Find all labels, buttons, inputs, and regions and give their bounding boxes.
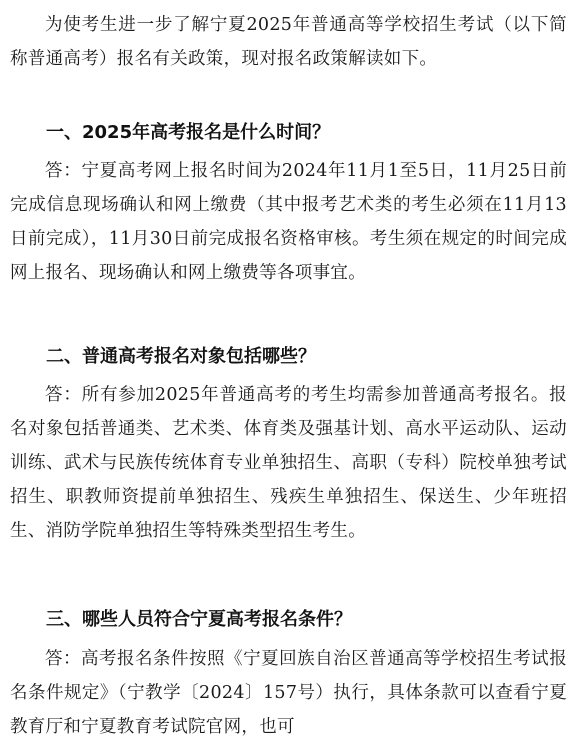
section-1-answer: 答：宁夏高考网上报名时间为2024年11月1至5日，11月25日前完成信息现场确认和网上缴费（其中报考艺术类的考生必须在11月13日前完成），11月30日前完成报名资格审核。考生须在规定的时间完成网上报名、现场确认和网上缴费等各项事宜。 xyxy=(10,161,567,283)
intro-paragraph: 为使考生进一步了解宁夏2025年普通高等学校招生考试（以下简称普通高考）报名有关政策，现对报名政策解读如下。 xyxy=(10,15,567,69)
section-1-heading: 一、2025年高考报名是什么时间？ xyxy=(46,122,331,143)
section-3-heading: 三、哪些人员符合宁夏高考报名条件？ xyxy=(46,609,352,630)
section-2-answer: 答：所有参加2025年普通高考的考生均需参加普通高考报名。报名对象包括普通类、艺术类、体育类及强基计划、高水平运动队、运动训练、武术与民族传统体育专业单独招生、高职（专科）院校单独考试招生、职教师资提前单独招生、残疾生单独招生、保送生、少年班招生、消防学院单独招生等特殊类型招生考生。 xyxy=(10,385,567,541)
section-2-heading: 二、普通高考报名对象包括哪些？ xyxy=(46,346,316,367)
section-3-answer: 答：高考报名条件按照《宁夏回族自治区普通高等学校招生考试报名条件规定》（宁教学〔2024〕157号）执行，具体条款可以查看宁夏教育厅和宁夏教育考试院官网，也可 xyxy=(10,649,567,737)
